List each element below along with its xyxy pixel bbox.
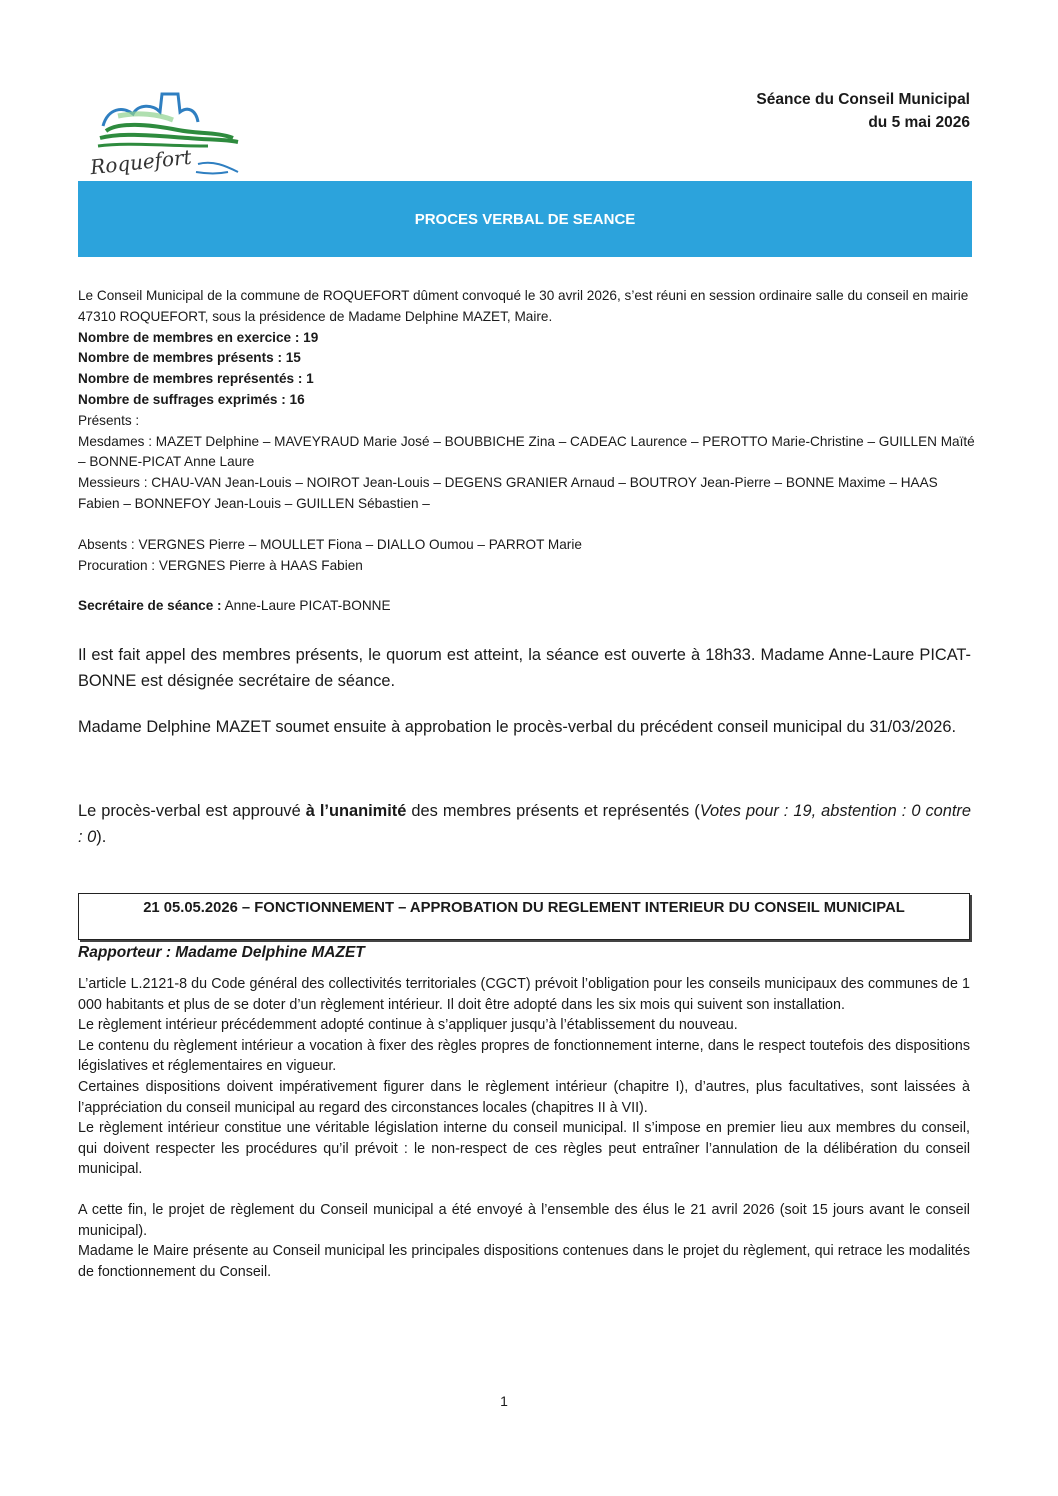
seance-date: du 5 mai 2026 — [868, 114, 970, 131]
body-paragraph-3: Le contenu du règlement intérieur a vocation à fixer des règles propres de fonctionnement interne, dans le respect toutefois des dispositions législatives et réglementaires en vigueur. — [78, 1037, 970, 1075]
body-paragraph-4: Certaines dispositions doivent impérativement figurer dans le règlement intérieur (chapitre I), d’autres, plus facultatives, sont laissées à l’appréciation du conseil municipal au regard des circonstances locales (chapitres II à VII). — [78, 1078, 970, 1116]
agenda-item-title: 21 05.05.2026 – FONCTIONNEMENT – APPROBATION DU REGLEMENT INTERIEUR DU CONSEIL MUNICIPAL — [143, 900, 905, 916]
messieurs-list: Messieurs : CHAU-VAN Jean-Louis – NOIROT Jean-Louis – DEGENS GRANIER Arnaud – BOUTROY Jean-Pierre – BONNE Maxime – HAAS Fabien – BONNEFOY Jean-Louis – GUILLEN Sébastien – — [78, 475, 938, 511]
opening-paragraph — [78, 643, 971, 695]
body-paragraph-6: A cette fin, le projet de règlement du Conseil municipal a été envoyé à l’ensemble des élus le 21 avril 2026 (soit 15 jours avant le conseil municipal). — [78, 1201, 970, 1239]
approval-part1: Le procès-verbal est approuvé — [78, 802, 306, 820]
suffrages-count: Nombre de suffrages exprimés : 16 — [78, 391, 305, 407]
members-represented: Nombre de membres représentés : 1 — [78, 371, 314, 387]
agenda-body — [78, 974, 970, 1282]
approval-result-paragraph — [78, 799, 971, 851]
secretaire-line — [78, 596, 978, 617]
approval-part3: des membres présents et représentés ( — [406, 802, 700, 820]
secretaire-label: Secrétaire de séance : — [78, 598, 222, 614]
members-presents: Nombre de membres présents : 15 — [78, 350, 301, 366]
banner-title: PROCES VERBAL DE SEANCE — [414, 211, 636, 228]
page-number: 1 — [500, 1393, 508, 1409]
secretaire-name: Anne-Laure PICAT-BONNE — [221, 598, 391, 614]
members-exercice: Nombre de membres en exercice : 19 — [78, 329, 319, 345]
approval-part5: ). — [96, 827, 107, 846]
body-paragraph-1: L’article L.2121-8 du Code général des collectivités territoriales (CGCT) prévoit l’obligation pour les conseils municipaux des communes de 1 000 habitants et plus de se doter d’un règlement intérieur. Il doit être adopté dans les six mois qui suivent son installation. — [78, 976, 970, 1013]
title-banner — [78, 181, 972, 257]
approval-votes: Votes pour : 19, abstention : 0 contre : 0 — [78, 802, 971, 846]
intro-paragraph: Le Conseil Municipal de la commune de ROQUEFORT dûment convoqué le 30 avril 2026, s’est réuni en session ordinaire salle du conseil en mairie 47310 ROQUEFORT, sous la présidence de Madame Delphine MAZET, Maire. — [78, 288, 969, 324]
seance-header — [756, 88, 970, 134]
procuration-text: Procuration : VERGNES Pierre à HAAS Fabien — [78, 557, 363, 573]
body-paragraph-2: Le règlement intérieur précédemment adopté continue à s’appliquer jusqu’à l’établissement du nouveau. — [78, 1017, 738, 1034]
presents-label: Présents : — [78, 412, 140, 428]
intro-block — [78, 286, 978, 617]
seance-title: Séance du Conseil Municipal — [756, 91, 970, 108]
approval-previous-paragraph — [78, 715, 971, 741]
approval-unanimity: à l’unanimité — [305, 802, 407, 820]
agenda-item-box — [78, 893, 970, 940]
absents-list: Absents : VERGNES Pierre – MOULLET Fiona – DIALLO Oumou – PARROT Marie — [78, 536, 582, 552]
logo-signature-text: Roquefort — [89, 144, 193, 180]
roquefort-logo — [78, 86, 248, 186]
opening-text: Il est fait appel des membres présents, le quorum est atteint, la séance est ouverte à 18h33. Madame Anne-Laure PICAT-BONNE est désignée secrétaire de séance. — [78, 646, 971, 690]
rapporteur-line: Rapporteur : Madame Delphine MAZET — [78, 944, 365, 961]
approval-result-text — [78, 799, 971, 851]
approval-previous-text: Madame Delphine MAZET soumet ensuite à approbation le procès-verbal du précédent conseil municipal du 31/03/2026. — [78, 718, 957, 736]
body-paragraph-5: Le règlement intérieur constitue une véritable législation interne du conseil municipal. Il s’impose en premier lieu aux membres du conseil, qui doivent respecter les procédures qu’il prévoit : le non-respect de ces règles peut entraîner l’annulation de la délibération du conseil municipal. — [78, 1120, 970, 1178]
mesdames-list: Mesdames : MAZET Delphine – MAVEYRAUD Marie José – BOUBBICHE Zina – CADEAC Laurence – PEROTTO Marie-Christine – GUILLEN Maïté – BONNE-PICAT Anne Laure — [78, 433, 975, 470]
body-paragraph-7: Madame le Maire présente au Conseil municipal les principales dispositions contenues dans le projet du règlement, qui retrace les modalités de fonctionnement du Conseil. — [78, 1243, 970, 1280]
